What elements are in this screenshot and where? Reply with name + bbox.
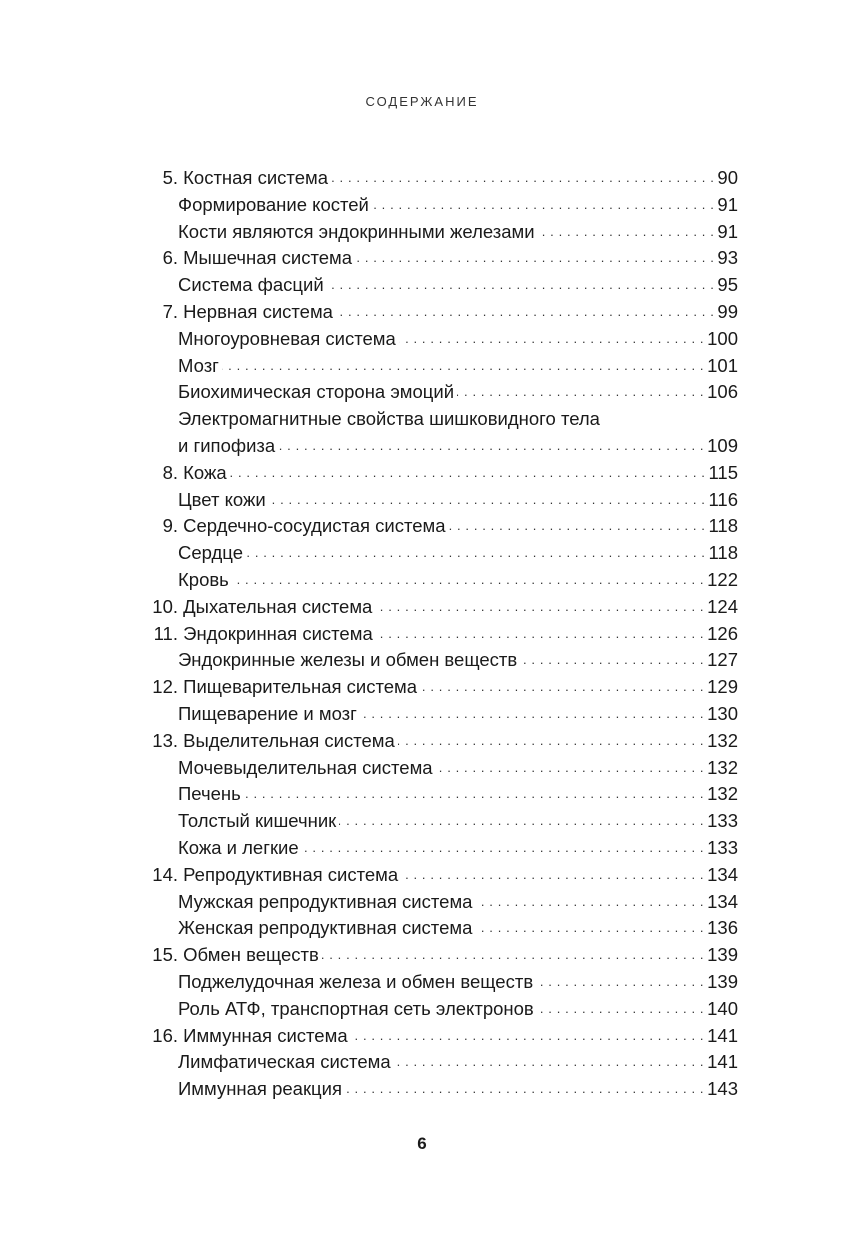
toc-section-entry	[148, 379, 738, 406]
dot-leader	[401, 862, 704, 889]
dot-leader	[436, 755, 705, 782]
toc-chapter-entry	[148, 942, 738, 969]
toc-entry-page: 134	[707, 890, 738, 912]
toc-entry-page: 132	[707, 756, 738, 778]
toc-entry-title: Формирование костей	[178, 193, 369, 215]
toc-entry-number: 5.	[162, 167, 178, 188]
toc-entry-page: 116	[708, 488, 738, 510]
toc-entry-number: 12.	[152, 676, 178, 698]
toc-section-entry	[148, 969, 738, 996]
toc-entry-title: Пищеварительная система	[183, 676, 418, 698]
toc-entry-page: 140	[707, 997, 738, 1019]
dot-leader	[327, 272, 715, 299]
toc-chapter-entry	[148, 674, 738, 701]
dot-leader	[336, 299, 714, 326]
toc-entry-page: 118	[708, 515, 738, 537]
toc-entry-page: 143	[707, 1078, 738, 1100]
dot-leader	[222, 353, 704, 380]
toc-section-entry	[148, 889, 738, 916]
dot-leader	[355, 245, 714, 272]
toc-section-entry	[148, 326, 738, 353]
toc-entry-number: 8.	[162, 461, 178, 483]
toc-entry-page: 132	[707, 729, 738, 751]
toc-entry-page: 139	[707, 944, 738, 966]
toc-entry-page: 127	[707, 649, 738, 671]
toc-section-entry	[148, 406, 738, 433]
toc-entry-title: Костная система	[183, 167, 328, 188]
dot-leader	[398, 728, 704, 755]
toc-entry-page: 95	[717, 274, 738, 296]
toc-entry-title: Выделительная система	[183, 729, 395, 751]
toc-chapter-entry	[148, 165, 738, 192]
toc-entry-page: 118	[708, 542, 738, 564]
toc-section-entry	[148, 996, 738, 1023]
toc-entry-title: Кожа	[183, 461, 227, 483]
toc-chapter-entry	[148, 621, 738, 648]
toc-section-entry	[148, 1076, 738, 1103]
dot-leader	[322, 942, 704, 969]
toc-entry-title: Эндокринные железы и обмен веществ	[178, 649, 518, 671]
toc-entry-title: Мужская репродуктивная система	[178, 890, 473, 912]
toc-chapter-entry	[148, 1023, 738, 1050]
toc-entry-page: 130	[707, 702, 738, 724]
toc-entry-title: Толстый кишечник	[178, 810, 337, 832]
toc-section-entry	[148, 1049, 738, 1076]
toc-entry-page: 124	[707, 595, 738, 617]
dot-leader	[536, 969, 704, 996]
toc-entry-page: 109	[707, 434, 738, 456]
toc-entry-title: Электромагнитные свойства шишковидного тела	[178, 408, 600, 430]
toc-entry-page: 115	[708, 461, 738, 483]
dot-leader	[302, 835, 704, 862]
toc-section-entry	[148, 701, 738, 728]
toc-entry-title: и гипофиза	[178, 434, 276, 456]
toc-entry-title: Кости являются эндокринными железами	[178, 220, 535, 242]
toc-section-entry	[148, 781, 738, 808]
toc-section-entry	[148, 567, 738, 594]
toc-entry-page: 133	[707, 810, 738, 832]
toc-entry-title: Мочевыделительная система	[178, 756, 433, 778]
toc-entry-page: 91	[717, 193, 738, 215]
toc-section-entry	[148, 219, 738, 246]
dot-leader	[331, 165, 714, 192]
toc-entry-page: 93	[717, 247, 738, 269]
toc-entry-page: 136	[707, 917, 738, 939]
toc-entry-number: 6.	[162, 247, 178, 269]
toc-section-entry	[148, 353, 738, 380]
toc-entry-number: 14.	[152, 863, 178, 885]
dot-leader	[475, 915, 704, 942]
toc-entry-page: 139	[707, 970, 738, 992]
toc-entry-title: Пищеварение и мозг	[178, 702, 357, 724]
page-number: 6	[417, 1134, 427, 1153]
toc-entry-number: 10.	[152, 595, 178, 617]
toc-section-entry	[148, 487, 738, 514]
toc-entry-number: 7.	[162, 300, 178, 322]
toc-entry-page: 99	[717, 300, 738, 322]
toc-entry-page: 106	[707, 381, 738, 403]
toc-chapter-entry	[148, 728, 738, 755]
toc-entry-page: 141	[707, 1024, 738, 1046]
dot-leader	[269, 487, 706, 514]
toc-entry-title: Иммунная система	[183, 1024, 348, 1046]
toc-entry-title: Биохимическая сторона эмоций	[178, 381, 455, 403]
toc-chapter-entry	[148, 862, 738, 889]
dot-leader	[376, 621, 704, 648]
toc-entry-title: Сердце	[178, 542, 243, 564]
toc-chapter-entry	[148, 594, 738, 621]
toc-entry-page: 141	[707, 1051, 738, 1073]
toc-chapter-entry	[148, 460, 738, 487]
dot-leader	[399, 326, 704, 353]
toc-entry-page: 132	[707, 783, 738, 805]
dot-leader	[475, 889, 704, 916]
toc-entry-title: Цвет кожи	[178, 488, 266, 510]
toc-entry-title: Дыхательная система	[183, 595, 373, 617]
dot-leader	[375, 594, 704, 621]
toc-entry-page: 134	[707, 863, 738, 885]
toc-section-entry	[148, 647, 738, 674]
toc-entry-number: 13.	[152, 729, 178, 751]
toc-section-entry	[148, 755, 738, 782]
toc-chapter-entry	[148, 299, 738, 326]
running-header: СОДЕРЖАНИЕ	[365, 94, 479, 109]
toc-section-entry	[148, 272, 738, 299]
toc-entry-title: Многоуровневая система	[178, 327, 396, 349]
toc-entry-number: 11.	[153, 622, 178, 644]
dot-leader	[246, 540, 706, 567]
dot-leader	[538, 219, 715, 246]
toc-entry-title: Нервная система	[183, 300, 333, 322]
toc-entry-title: Кожа и легкие	[178, 836, 299, 858]
dot-leader	[420, 674, 704, 701]
toc-entry-title: Иммунная реакция	[178, 1078, 342, 1100]
toc-section-entry	[148, 915, 738, 942]
dot-leader	[457, 379, 704, 406]
toc-entry-title: Мозг	[178, 354, 219, 376]
dot-leader	[232, 567, 704, 594]
dot-leader	[230, 460, 706, 487]
dot-leader	[372, 192, 715, 219]
toc-entry-title: Сердечно-сосудистая система	[183, 515, 446, 537]
toc-entry-page: 101	[707, 354, 738, 376]
toc-chapter-entry	[148, 513, 738, 540]
toc-entry-title: Лимфатическая система	[178, 1051, 391, 1073]
toc-chapter-entry	[148, 245, 738, 272]
toc-entry-number: 15.	[152, 944, 178, 966]
toc-entry-title: Система фасций	[178, 274, 324, 296]
toc-section-entry	[148, 433, 738, 460]
toc-entry-page: 90	[717, 167, 738, 188]
dot-leader	[244, 781, 704, 808]
dot-leader	[360, 701, 704, 728]
toc-entry-title: Женская репродуктивная система	[178, 917, 473, 939]
toc-entry-number: 16.	[152, 1024, 178, 1046]
dot-leader	[520, 647, 704, 674]
toc-entry-title: Эндокринная система	[183, 622, 373, 644]
toc-entry-title: Репродуктивная система	[183, 863, 399, 885]
toc-entry-page: 126	[707, 622, 738, 644]
dot-leader	[537, 996, 704, 1023]
toc-section-entry	[148, 540, 738, 567]
dot-leader	[339, 808, 704, 835]
table-of-contents	[148, 165, 738, 1103]
toc-section-entry	[148, 808, 738, 835]
toc-entry-title: Мышечная система	[183, 247, 353, 269]
dot-leader	[351, 1023, 705, 1050]
toc-section-entry	[148, 835, 738, 862]
toc-entry-title: Поджелудочная железа и обмен веществ	[178, 970, 534, 992]
dot-leader	[278, 433, 704, 460]
dot-leader	[345, 1076, 704, 1103]
toc-entry-page: 91	[717, 220, 738, 242]
toc-entry-page: 129	[707, 676, 738, 698]
toc-entry-number: 9.	[162, 515, 178, 537]
dot-leader	[394, 1049, 705, 1076]
toc-entry-page: 133	[707, 836, 738, 858]
toc-section-entry	[148, 192, 738, 219]
toc-entry-title: Печень	[178, 783, 241, 805]
dot-leader	[449, 513, 706, 540]
toc-entry-title: Обмен веществ	[183, 944, 319, 966]
toc-entry-title: Роль АТФ, транспортная сеть электронов	[178, 997, 534, 1019]
toc-entry-page: 122	[707, 568, 738, 590]
toc-entry-page: 100	[707, 327, 738, 349]
toc-entry-title: Кровь	[178, 568, 229, 590]
